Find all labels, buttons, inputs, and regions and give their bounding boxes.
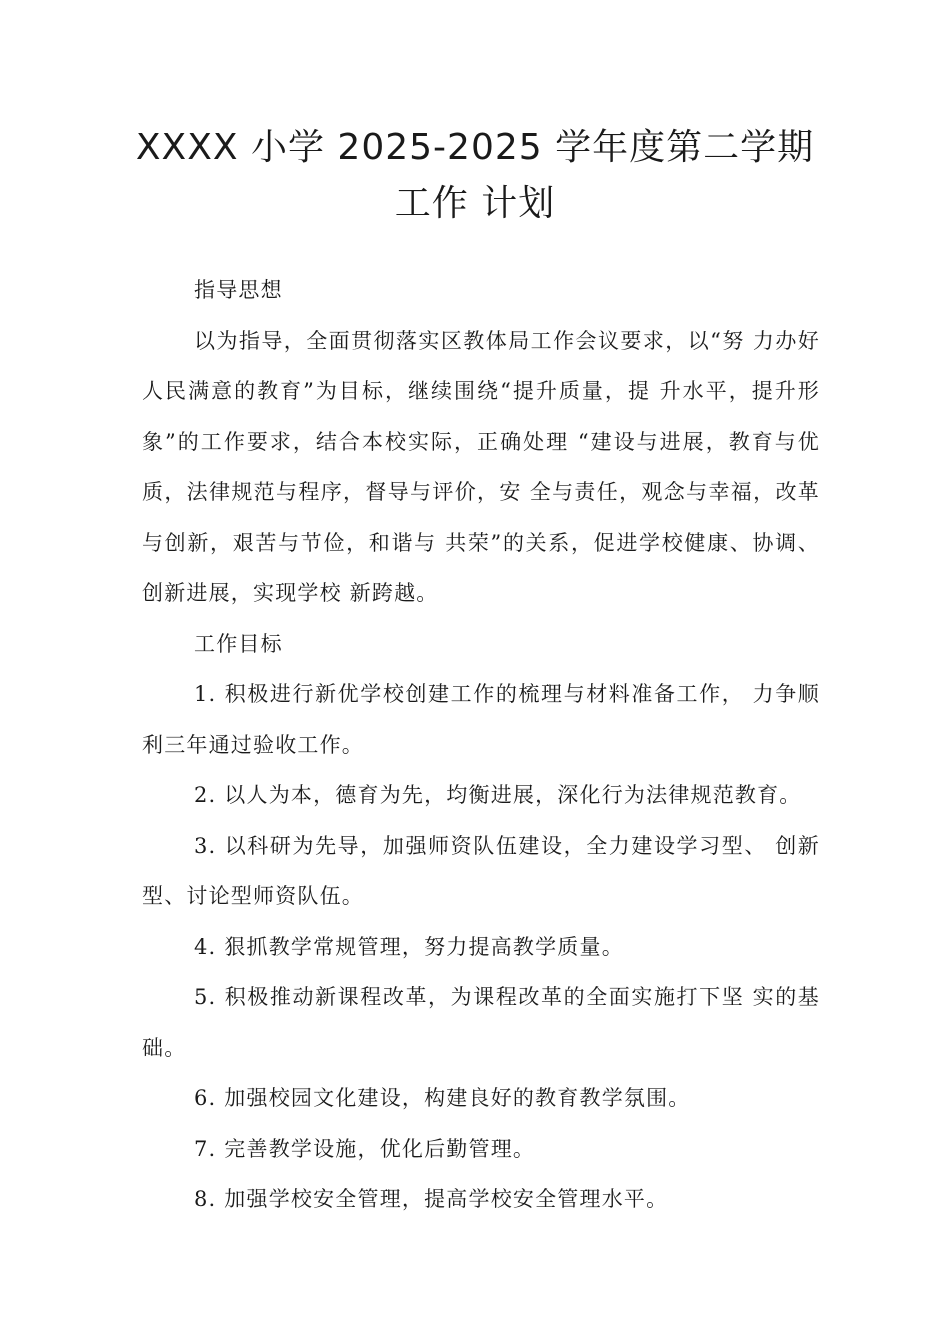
section-heading-work-goals: 工作目标 [194,631,283,656]
goal-item-6: 6. 加强校园文化建设，构建良好的教育教学氛围。 [194,1086,691,1110]
goal-item-7: 7. 完善教学设施，优化后勤管理。 [194,1136,536,1161]
goal-item-3: 3. 以科研为先导，加强师资队伍建设，全力建设学习型、 创新型、讨论型师资队伍。 [142,833,820,908]
paragraph-guiding-ideology: 以为指导，全面贯彻落实区教体局工作会议要求，以“努 力办好人民满意的教育”为目标，继续围绕“提升质量，提 升水平，提升形象”的工作要求，结合本校实际，正确处理 “建设与进展，教育与优质，法律规范与程序，督导与评价，安 全与责任，观念与幸福，改革与创新，艰苦与节俭，和谐与 共荣”的关系，促进学校健康、协调、创新进展，实现学校 新跨越。 [142,328,820,605]
document-title: XXXX 小学 2025-2025 学年度第二学期工作 计划 [135,127,815,224]
document-body [142,265,820,1225]
section-heading-guiding-ideology: 指导思想 [194,278,283,302]
goal-item-8: 8. 加强学校安全管理，提高学校安全管理水平。 [194,1187,669,1211]
goal-item-4: 4. 狠抓教学常规管理，努力提高教学质量。 [194,934,624,959]
goal-item-5: 5. 积极推动新课程改革，为课程改革的全面实施打下坚 实的基础。 [142,985,820,1060]
goal-item-1: 1. 积极进行新优学校创建工作的梳理与材料准备工作， 力争顺利三年通过验收工作。 [142,682,820,757]
goal-item-2: 2. 以人为本，德育为先，均衡进展，深化行为法律规范教育。 [194,783,802,807]
